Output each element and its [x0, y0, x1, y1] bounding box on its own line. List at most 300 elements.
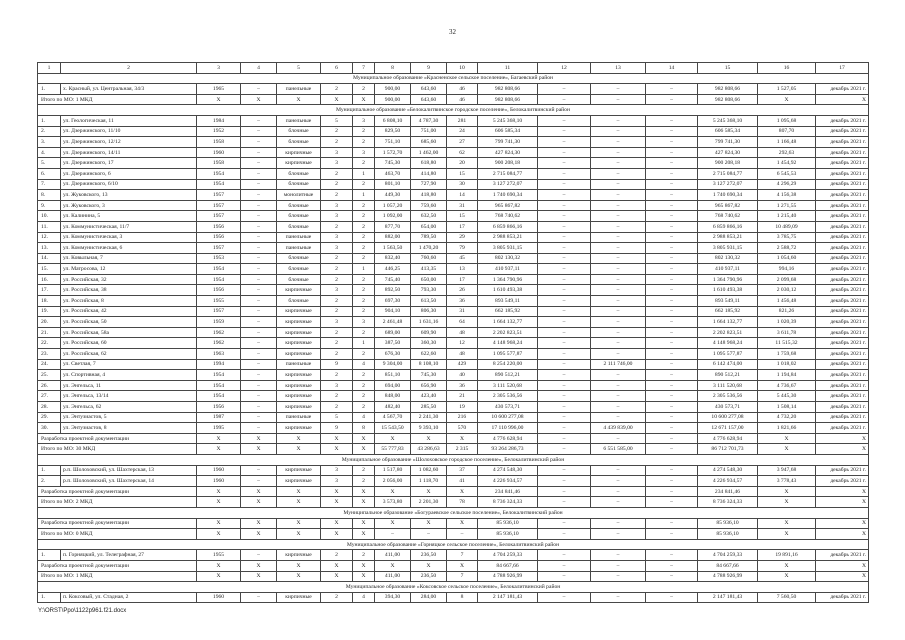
cell-col-6: 2: [321, 168, 353, 179]
cell-col-4: –: [241, 264, 277, 275]
cell-col-11: 1 095 577,87: [478, 349, 538, 360]
cell-col-6: 3: [321, 211, 353, 222]
cell-col-6: X: [321, 486, 353, 497]
cell-col-2: ул. Российская, 38: [61, 285, 197, 296]
cell-col-5: кирпичные: [277, 147, 321, 158]
cell-col-5: панельные: [277, 243, 321, 254]
cell-col-8: 482,40: [375, 402, 411, 413]
cell-col-10: 12: [447, 338, 478, 349]
cell-col-2: ул. Жуковского, 13: [61, 190, 197, 201]
cell-col-15: 3 805 931,15: [698, 243, 758, 254]
column-number-8: 8: [375, 63, 411, 74]
cell-col-16: 292,63: [758, 147, 816, 158]
cell-col-10: 37: [447, 465, 478, 476]
table-row: [38, 402, 869, 413]
cell-col-16: 1 759,68: [758, 349, 816, 360]
cell-col-15: 890 512,21: [698, 370, 758, 381]
cell-col-1: 23.: [38, 349, 61, 360]
cell-col-15: 2 147 181,43: [698, 592, 758, 603]
cell-col-3: X: [197, 571, 241, 582]
cell-col-2: ул. Энгельса, 62: [61, 402, 197, 413]
cell-col-4: –: [241, 126, 277, 137]
summary-row: [38, 433, 869, 444]
table-body: [38, 63, 869, 603]
cell-col-12: –: [538, 296, 591, 307]
cell-col-9: 43 286,63: [411, 444, 447, 455]
cell-col-15: 1 664 132,77: [698, 317, 758, 328]
cell-col-2: р.п. Шолоховский, ул. Шахтерская, 13: [61, 465, 197, 476]
cell-col-6: 2: [321, 370, 353, 381]
summary-row: [38, 497, 869, 508]
cell-col-7: 8: [353, 423, 375, 434]
cell-col-6: 2: [321, 84, 353, 95]
cell-col-3: X: [197, 497, 241, 508]
cell-col-10: 21: [447, 391, 478, 402]
cell-col-17: декабрь 2021 г.: [816, 465, 869, 476]
cell-col-7: X: [353, 486, 375, 497]
cell-col-5: X: [277, 433, 321, 444]
summary-label: Разработка проектной документации: [38, 433, 197, 444]
cell-col-16: 3 611,78: [758, 327, 816, 338]
cell-col-7: 3: [353, 115, 375, 126]
cell-col-2: ул. Жуковского, 3: [61, 200, 197, 211]
cell-col-14: –: [646, 370, 698, 381]
cell-col-6: 9: [321, 423, 353, 434]
cell-col-16: 4 736,67: [758, 380, 816, 391]
cell-col-9: 1 082,60: [411, 465, 447, 476]
cell-col-3: 1955: [197, 296, 241, 307]
cell-col-9: 1 462,00: [411, 147, 447, 158]
cell-col-2: ул. Дзержинского, 12/12: [61, 137, 197, 148]
cell-col-7: 2: [353, 402, 375, 413]
cell-col-4: –: [241, 221, 277, 232]
cell-col-10: 17: [447, 274, 478, 285]
cell-col-17: декабрь 2021 г.: [816, 285, 869, 296]
cell-col-1: 8.: [38, 190, 61, 201]
cell-col-16: 1 215,40: [758, 211, 816, 222]
cell-col-11: 662 185,92: [478, 306, 538, 317]
table-row: [38, 232, 869, 243]
cell-col-4: –: [241, 243, 277, 254]
cell-col-7: 3: [353, 147, 375, 158]
cell-col-15: 1 740 690,34: [698, 190, 758, 201]
cell-col-8: 411,00: [375, 571, 411, 582]
column-number-13: 13: [591, 63, 646, 74]
cell-col-3: 1960: [197, 465, 241, 476]
cell-col-16: 3 785,75: [758, 232, 816, 243]
cell-col-9: 654,00: [411, 221, 447, 232]
cell-col-16: 19 891,16: [758, 550, 816, 561]
cell-col-9: 613,50: [411, 296, 447, 307]
cell-col-2: ул. Дзержинского, 17: [61, 158, 197, 169]
cell-col-8: 15 543,50: [375, 423, 411, 434]
cell-col-6: 2: [321, 391, 353, 402]
cell-col-5: блочные: [277, 137, 321, 148]
cell-col-12: –: [538, 391, 591, 402]
cell-col-17: декабрь 2021 г.: [816, 274, 869, 285]
cell-col-14: –: [646, 327, 698, 338]
table-row: [38, 264, 869, 275]
cell-col-15: 430 573,71: [698, 402, 758, 413]
cell-col-4: –: [241, 402, 277, 413]
cell-col-7: X: [353, 518, 375, 529]
cell-col-8: 694,00: [375, 380, 411, 391]
cell-col-9: 236,50: [411, 550, 447, 561]
cell-col-17: декабрь 2021 г.: [816, 221, 869, 232]
cell-col-3: 1956: [197, 221, 241, 232]
page-number: 32: [449, 28, 456, 36]
cell-col-13: –: [591, 433, 646, 444]
cell-col-5: кирпичные: [277, 349, 321, 360]
column-number-2: 2: [61, 63, 197, 74]
cell-col-4: X: [241, 560, 277, 571]
cell-col-12: –: [538, 349, 591, 360]
cell-col-4: –: [241, 391, 277, 402]
cell-col-3: 1994: [197, 359, 241, 370]
cell-col-11: 4 226 934,57: [478, 476, 538, 487]
cell-col-15: 4 704 259,33: [698, 550, 758, 561]
column-number-12: 12: [538, 63, 591, 74]
cell-col-3: X: [197, 486, 241, 497]
cell-col-16: 1 095,68: [758, 115, 816, 126]
cell-col-5: блочные: [277, 274, 321, 285]
cell-col-6: 2: [321, 190, 353, 201]
cell-col-13: –: [591, 147, 646, 158]
cell-col-9: 745,30: [411, 370, 447, 381]
column-number-17: 17: [816, 63, 869, 74]
cell-col-11: 982 808,66: [478, 84, 538, 95]
cell-col-15: 4 788 926,99: [698, 571, 758, 582]
cell-col-7: X: [353, 529, 375, 540]
cell-col-2: ул. Российская, 62: [61, 349, 197, 360]
cell-col-9: 423,40: [411, 391, 447, 402]
cell-col-14: –: [646, 402, 698, 413]
cell-col-13: –: [591, 402, 646, 413]
cell-col-12: –: [538, 486, 591, 497]
cell-col-17: декабрь 2021 г.: [816, 147, 869, 158]
cell-col-16: 2 588,72: [758, 243, 816, 254]
cell-col-1: 26.: [38, 380, 61, 391]
cell-col-6: 3: [321, 380, 353, 391]
cell-col-13: –: [591, 253, 646, 264]
cell-col-2: ул. Дзержинского, 14/11: [61, 147, 197, 158]
cell-col-5: блочные: [277, 264, 321, 275]
cell-col-8: –: [375, 529, 411, 540]
cell-col-3: 1954: [197, 274, 241, 285]
cell-col-8: 900,00: [375, 94, 411, 105]
cell-col-7: 2: [353, 253, 375, 264]
cell-col-10: 15: [447, 168, 478, 179]
cell-col-12: –: [538, 592, 591, 603]
cell-col-17: декабрь 2021 г.: [816, 412, 869, 423]
table-row: [38, 359, 869, 370]
cell-col-8: 877,70: [375, 221, 411, 232]
cell-col-2: ул. Энтузиастов, 5: [61, 412, 197, 423]
cell-col-15: 410 937,11: [698, 264, 758, 275]
cell-col-7: 2: [353, 243, 375, 254]
cell-col-3: 1955: [197, 550, 241, 561]
cell-col-4: –: [241, 84, 277, 95]
cell-col-17: декабрь 2021 г.: [816, 380, 869, 391]
cell-col-16: 4 732,20: [758, 412, 816, 423]
cell-col-17: декабрь 2021 г.: [816, 402, 869, 413]
cell-col-15: 4 226 934,57: [698, 476, 758, 487]
cell-col-5: кирпичные: [277, 370, 321, 381]
cell-col-7: 2: [353, 211, 375, 222]
cell-col-12: –: [538, 433, 591, 444]
cell-col-2: ул. Коммунистическая, 6: [61, 243, 197, 254]
cell-col-14: –: [646, 285, 698, 296]
cell-col-10: –: [447, 529, 478, 540]
cell-col-9: X: [411, 518, 447, 529]
table-row: [38, 115, 869, 126]
cell-col-15: 4 148 968,24: [698, 338, 758, 349]
cell-col-17: декабрь 2021 г.: [816, 359, 869, 370]
cell-col-10: 36: [447, 380, 478, 391]
cell-col-5: кирпичные: [277, 380, 321, 391]
cell-col-7: 2: [353, 158, 375, 169]
cell-col-16: X: [758, 444, 816, 455]
cell-col-4: –: [241, 190, 277, 201]
cell-col-7: 2: [353, 370, 375, 381]
cell-col-17: декабрь 2021 г.: [816, 338, 869, 349]
cell-col-11: 4 274 548,30: [478, 465, 538, 476]
cell-col-7: X: [353, 560, 375, 571]
cell-col-7: 2: [353, 550, 375, 561]
cell-col-6: 2: [321, 349, 353, 360]
cell-col-6: 2: [321, 550, 353, 561]
cell-col-4: –: [241, 465, 277, 476]
cell-col-16: 1 456,48: [758, 296, 816, 307]
cell-col-17: декабрь 2021 г.: [816, 190, 869, 201]
cell-col-16: 1 194,84: [758, 370, 816, 381]
cell-col-12: –: [538, 190, 591, 201]
cell-col-2: ул. Российская, 32: [61, 274, 197, 285]
cell-col-15: 2 202 823,51: [698, 327, 758, 338]
cell-col-8: 394,30: [375, 592, 411, 603]
cell-col-8: 1 057,20: [375, 200, 411, 211]
cell-col-4: –: [241, 476, 277, 487]
cell-col-12: –: [538, 232, 591, 243]
cell-col-2: ул. Дзержинского, 6: [61, 168, 197, 179]
cell-col-10: X: [447, 433, 478, 444]
cell-col-17: декабрь 2021 г.: [816, 423, 869, 434]
cell-col-9: 806,30: [411, 306, 447, 317]
cell-col-11: 5 245 368,10: [478, 115, 538, 126]
cell-col-6: 2: [321, 137, 353, 148]
cell-col-6: X: [321, 433, 353, 444]
section-header-row: [38, 507, 869, 518]
cell-col-5: X: [277, 486, 321, 497]
cell-col-1: 28.: [38, 402, 61, 413]
column-number-15: 15: [698, 63, 758, 74]
cell-col-3: 1957: [197, 243, 241, 254]
cell-col-3: 1954: [197, 179, 241, 190]
cell-col-17: X: [816, 571, 869, 582]
cell-col-6: 2: [321, 402, 353, 413]
cell-col-6: 2: [321, 264, 353, 275]
cell-col-14: –: [646, 380, 698, 391]
cell-col-6: 3: [321, 147, 353, 158]
cell-col-8: 1 092,00: [375, 211, 411, 222]
cell-col-17: декабрь 2021 г.: [816, 550, 869, 561]
cell-col-12: –: [538, 402, 591, 413]
cell-col-6: 2: [321, 253, 353, 264]
cell-col-7: 1: [353, 168, 375, 179]
cell-col-9: 285,50: [411, 402, 447, 413]
cell-col-14: –: [646, 274, 698, 285]
cell-col-16: 1 454,92: [758, 158, 816, 169]
table-row: [38, 253, 869, 264]
cell-col-2: п. Горняцкий, ул. Телеграфная, 27: [61, 550, 197, 561]
cell-col-10: 17: [447, 221, 478, 232]
cell-col-10: 48: [447, 327, 478, 338]
cell-col-6: 2: [321, 327, 353, 338]
column-number-5: 5: [277, 63, 321, 74]
cell-col-11: 2 988 853,21: [478, 232, 538, 243]
cell-col-4: X: [241, 486, 277, 497]
cell-col-7: 1: [353, 264, 375, 275]
cell-col-1: 30.: [38, 423, 61, 434]
cell-col-8: 55 777,83: [375, 444, 411, 455]
cell-col-4: X: [241, 571, 277, 582]
cell-col-2: ул. Дзержинского, 6/10: [61, 179, 197, 190]
cell-col-10: 78: [447, 497, 478, 508]
cell-col-3: 1987: [197, 412, 241, 423]
cell-col-1: 9.: [38, 200, 61, 211]
cell-col-5: X: [277, 497, 321, 508]
cell-col-12: –: [538, 84, 591, 95]
cell-col-12: –: [538, 211, 591, 222]
cell-col-2: ул. Матросова, 12: [61, 264, 197, 275]
cell-col-9: 618,80: [411, 158, 447, 169]
section-title: Муниципальное образование «Красненское сельское поселение», Багаевский район: [38, 73, 869, 84]
table-row: [38, 158, 869, 169]
cell-col-10: 20: [447, 158, 478, 169]
cell-col-11: 1 664 132,77: [478, 317, 538, 328]
cell-col-14: –: [646, 444, 698, 455]
cell-col-15: 1 095 577,87: [698, 349, 758, 360]
cell-col-9: 236,50: [411, 571, 447, 582]
cell-col-10: 46: [447, 94, 478, 105]
cell-col-14: –: [646, 84, 698, 95]
cell-col-12: –: [538, 264, 591, 275]
cell-col-13: –: [591, 486, 646, 497]
cell-col-17: декабрь 2021 г.: [816, 243, 869, 254]
cell-col-17: декабрь 2021 г.: [816, 232, 869, 243]
summary-row: [38, 560, 869, 571]
summary-label: Разработка проектной документации: [38, 486, 197, 497]
cell-col-3: 1963: [197, 349, 241, 360]
summary-row: [38, 94, 869, 105]
cell-col-1: 27.: [38, 391, 61, 402]
cell-col-11: 4 776 628,94: [478, 433, 538, 444]
cell-col-10: 41: [447, 476, 478, 487]
cell-col-15: 799 741,30: [698, 137, 758, 148]
cell-col-7: X: [353, 94, 375, 105]
column-number-9: 9: [411, 63, 447, 74]
cell-col-12: –: [538, 115, 591, 126]
cell-col-4: –: [241, 200, 277, 211]
cell-col-2: ул. Российская, 8: [61, 296, 197, 307]
cell-col-14: –: [646, 359, 698, 370]
cell-col-9: 622,60: [411, 349, 447, 360]
cell-col-3: 1954: [197, 391, 241, 402]
cell-col-12: –: [538, 560, 591, 571]
cell-col-5: блочные: [277, 221, 321, 232]
cell-col-1: 22.: [38, 338, 61, 349]
cell-col-1: 2.: [38, 126, 61, 137]
cell-col-14: –: [646, 306, 698, 317]
cell-col-9: 2 201,30: [411, 497, 447, 508]
cell-col-4: X: [241, 529, 277, 540]
cell-col-6: 2: [321, 338, 353, 349]
cell-col-4: –: [241, 168, 277, 179]
section-header-row: [38, 539, 869, 550]
cell-col-7: 2: [353, 274, 375, 285]
cell-col-1: 18.: [38, 296, 61, 307]
cell-col-8: 9 304,00: [375, 359, 411, 370]
cell-col-10: 7: [447, 550, 478, 561]
cell-col-14: –: [646, 518, 698, 529]
cell-col-6: 2: [321, 306, 353, 317]
cell-col-13: 2 111 746,00: [591, 359, 646, 370]
cell-col-1: 1.: [38, 592, 61, 603]
cell-col-11: 234 841,46: [478, 486, 538, 497]
summary-row: [38, 518, 869, 529]
cell-col-15: 8 736 324,33: [698, 497, 758, 508]
cell-col-13: –: [591, 550, 646, 561]
cell-col-10: 2 315: [447, 444, 478, 455]
cell-col-3: 1957: [197, 190, 241, 201]
cell-col-5: блочные: [277, 296, 321, 307]
cell-col-3: X: [197, 529, 241, 540]
cell-col-11: 8 736 324,33: [478, 497, 538, 508]
cell-col-15: 1 364 790,96: [698, 274, 758, 285]
cell-col-14: –: [646, 571, 698, 582]
cell-col-8: X: [375, 433, 411, 444]
cell-col-8: 751,10: [375, 137, 411, 148]
cell-col-13: –: [591, 497, 646, 508]
column-number-3: 3: [197, 63, 241, 74]
cell-col-12: –: [538, 147, 591, 158]
table-row: [38, 592, 869, 603]
cell-col-3: 1965: [197, 84, 241, 95]
cell-col-15: 3 127 272,07: [698, 179, 758, 190]
cell-col-11: 410 937,11: [478, 264, 538, 275]
cell-col-4: –: [241, 147, 277, 158]
cell-col-4: X: [241, 497, 277, 508]
cell-col-15: 2 715 084,77: [698, 168, 758, 179]
cell-col-5: X: [277, 560, 321, 571]
cell-col-3: X: [197, 444, 241, 455]
cell-col-9: 1 470,20: [411, 243, 447, 254]
section-header-row: [38, 73, 869, 84]
cell-col-4: X: [241, 518, 277, 529]
cell-col-6: 3: [321, 465, 353, 476]
cell-col-9: 760,60: [411, 253, 447, 264]
cell-col-4: –: [241, 359, 277, 370]
cell-col-5: кирпичные: [277, 423, 321, 434]
cell-col-9: 793,30: [411, 285, 447, 296]
cell-col-7: 3: [353, 317, 375, 328]
cell-col-10: 36: [447, 296, 478, 307]
column-number-4: 4: [241, 63, 277, 74]
cell-col-11: 3 805 931,15: [478, 243, 538, 254]
cell-col-4: –: [241, 179, 277, 190]
cell-col-5: кирпичные: [277, 476, 321, 487]
cell-col-5: X: [277, 571, 321, 582]
